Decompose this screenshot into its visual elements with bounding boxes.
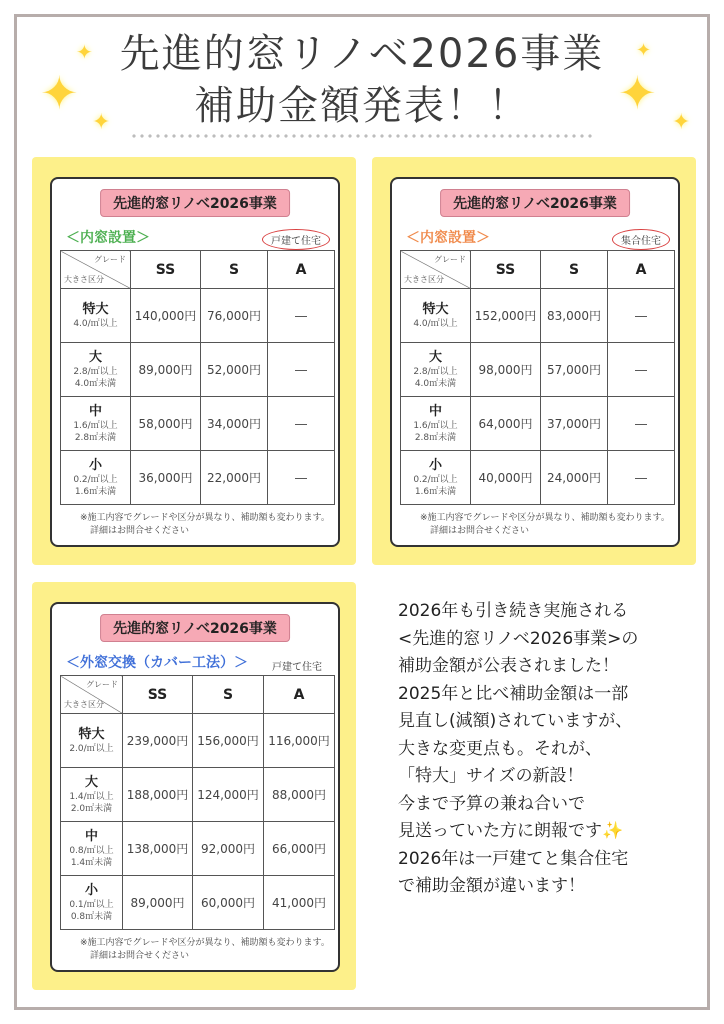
description-line: 「特大」サイズの新設！ — [398, 766, 584, 786]
price-cell: ― — [608, 289, 675, 343]
table-corner-cell — [61, 251, 131, 289]
size-range: 0.2/㎡以上 — [73, 474, 118, 485]
table-row — [61, 822, 335, 876]
size-range: 1.4㎡未満 — [70, 857, 113, 868]
subsidy-table — [400, 250, 675, 505]
description-line: で補助金額が違います！ — [398, 876, 585, 896]
size-cell — [61, 343, 131, 397]
housing-type-badge: 戸建て住宅 — [272, 662, 322, 673]
price-cell: 124,000円 — [193, 768, 264, 822]
size-range: 1.6㎡未満 — [414, 486, 457, 497]
size-label: 大 — [88, 349, 102, 365]
table-row — [61, 397, 335, 451]
size-cell — [401, 397, 471, 451]
size-label: 小 — [428, 457, 442, 473]
size-label: 大 — [84, 774, 98, 790]
price-cell: 36,000円 — [131, 451, 201, 505]
title-line-2: 補助金額発表！！ — [194, 83, 530, 129]
price-cell: 24,000円 — [541, 451, 608, 505]
grade-header-a: A — [264, 676, 335, 714]
table-row — [61, 289, 335, 343]
price-cell: 40,000円 — [471, 451, 541, 505]
footnote-detail: 詳細はお問合せください — [90, 951, 190, 961]
table-row — [401, 289, 675, 343]
description-line: 2026年も引き続き実施される — [398, 601, 629, 621]
dotted-divider — [130, 134, 594, 138]
size-range: 1.4/㎡以上 — [69, 791, 114, 802]
size-range: 4.0/㎡以上 — [73, 318, 118, 329]
table-row — [401, 397, 675, 451]
title-line-1: 先進的窓リノベ2026事業 — [119, 31, 605, 77]
size-label: 小 — [84, 882, 98, 898]
description-line: 見直し(減額)されていますが、 — [398, 711, 633, 731]
grade-header-a: A — [268, 251, 335, 289]
price-cell: 140,000円 — [131, 289, 201, 343]
description-line: <先進的窓リノベ2026事業>の — [398, 628, 639, 649]
description-line: 大きな変更点も。それが、 — [398, 738, 602, 759]
table-row — [61, 876, 335, 930]
size-label: 中 — [84, 828, 98, 844]
sparkle-icon: ✦ — [636, 40, 652, 61]
card-title: 先進的窓リノベ2026事業 — [100, 614, 290, 642]
grade-header-s: S — [541, 251, 608, 289]
price-cell: 66,000円 — [264, 822, 335, 876]
price-cell: 58,000円 — [131, 397, 201, 451]
size-range: 1.6/㎡以上 — [73, 420, 118, 431]
price-cell: 98,000円 — [471, 343, 541, 397]
description-line: 補助金額が公表されました！ — [398, 656, 619, 676]
corner-size-label: 大きさ区分 — [64, 700, 104, 709]
size-cell — [401, 451, 471, 505]
table-row — [61, 451, 335, 505]
price-cell: 64,000円 — [471, 397, 541, 451]
price-cell: 156,000円 — [193, 714, 264, 768]
price-cell: 116,000円 — [264, 714, 335, 768]
table-row — [61, 714, 335, 768]
price-cell: 83,000円 — [541, 289, 608, 343]
footnote-detail: 詳細はお問合せください — [90, 526, 190, 536]
sparkle-icon: ✦ — [618, 66, 657, 120]
size-range: 1.6㎡未満 — [74, 486, 117, 497]
card-subtitle: ＜内窓設置＞ — [406, 230, 490, 246]
price-cell: 152,000円 — [471, 289, 541, 343]
table-row — [401, 451, 675, 505]
size-label: 大 — [428, 349, 442, 365]
size-cell — [61, 397, 131, 451]
subsidy-table — [60, 675, 335, 930]
housing-type-badge: 集合住宅 — [612, 229, 670, 250]
grade-header-ss: SS — [471, 251, 541, 289]
price-cell: 60,000円 — [193, 876, 264, 930]
corner-grade-label: グレード — [86, 680, 118, 689]
table-corner-cell — [61, 676, 123, 714]
price-cell: 89,000円 — [123, 876, 193, 930]
footnote: ※施工内容でグレードや区分が異なり、補助額も変わります。 — [80, 513, 330, 523]
size-label: 特大 — [78, 726, 105, 742]
card-inner-window-apartment — [390, 177, 680, 547]
size-label: 特大 — [82, 301, 109, 317]
price-cell: ― — [268, 343, 335, 397]
price-cell: 52,000円 — [201, 343, 268, 397]
housing-type-badge: 戸建て住宅 — [262, 229, 330, 250]
size-range: 2.8㎡未満 — [414, 432, 457, 443]
sparkle-icon: ✦ — [76, 40, 93, 64]
size-range: 2.0㎡未満 — [70, 803, 113, 814]
price-cell: ― — [268, 451, 335, 505]
subsidy-table — [60, 250, 335, 505]
corner-grade-label: グレード — [434, 255, 466, 264]
price-cell: ― — [608, 451, 675, 505]
card-inner-window-detached — [50, 177, 340, 547]
size-range: 0.1/㎡以上 — [69, 899, 114, 910]
price-cell: 88,000円 — [264, 768, 335, 822]
size-range: 4.0/㎡以上 — [413, 318, 458, 329]
price-cell: 76,000円 — [201, 289, 268, 343]
size-cell — [61, 876, 123, 930]
price-cell: 92,000円 — [193, 822, 264, 876]
card-title: 先進的窓リノベ2026事業 — [100, 189, 290, 217]
size-label: 中 — [88, 403, 102, 419]
price-cell: 89,000円 — [131, 343, 201, 397]
price-cell: 57,000円 — [541, 343, 608, 397]
size-cell — [61, 768, 123, 822]
size-range: 4.0㎡未満 — [414, 378, 457, 389]
description-text — [398, 598, 698, 901]
size-label: 小 — [88, 457, 102, 473]
price-cell: ― — [608, 397, 675, 451]
corner-grade-label: グレード — [94, 255, 126, 264]
price-cell: 239,000円 — [123, 714, 193, 768]
size-range: 0.2/㎡以上 — [413, 474, 458, 485]
grade-header-s: S — [193, 676, 264, 714]
price-cell: ― — [608, 343, 675, 397]
page-title — [0, 28, 724, 135]
sparkle-icon: ✦ — [672, 110, 691, 135]
footnote-detail: 詳細はお問合せください — [430, 526, 530, 536]
sparkle-icon: ✦ — [92, 110, 111, 135]
size-label: 中 — [428, 403, 442, 419]
size-cell — [61, 714, 123, 768]
price-cell: 41,000円 — [264, 876, 335, 930]
grade-header-ss: SS — [131, 251, 201, 289]
size-label: 特大 — [422, 301, 449, 317]
grade-header-a: A — [608, 251, 675, 289]
corner-size-label: 大きさ区分 — [404, 275, 444, 284]
grade-header-s: S — [201, 251, 268, 289]
price-cell: ― — [268, 289, 335, 343]
price-cell: 34,000円 — [201, 397, 268, 451]
grade-header-ss: SS — [123, 676, 193, 714]
size-range: 2.8/㎡以上 — [73, 366, 118, 377]
size-range: 4.0㎡未満 — [74, 378, 117, 389]
price-cell: ― — [268, 397, 335, 451]
price-cell: 188,000円 — [123, 768, 193, 822]
size-cell — [61, 451, 131, 505]
card-outer-window-detached — [50, 602, 340, 972]
footnote: ※施工内容でグレードや区分が異なり、補助額も変わります。 — [80, 938, 330, 948]
card-title: 先進的窓リノベ2026事業 — [440, 189, 630, 217]
size-range: 0.8㎡未満 — [70, 911, 113, 922]
description-line: 今まで予算の兼ね合いで — [398, 793, 585, 814]
table-corner-cell — [401, 251, 471, 289]
size-range: 2.0/㎡以上 — [69, 743, 114, 754]
table-row — [61, 768, 335, 822]
size-cell — [401, 343, 471, 397]
card-subtitle: ＜内窓設置＞ — [66, 230, 150, 246]
price-cell: 138,000円 — [123, 822, 193, 876]
card-subtitle: ＜外窓交換（カバー工法）＞ — [66, 655, 248, 671]
footnote: ※施工内容でグレードや区分が異なり、補助額も変わります。 — [420, 513, 670, 523]
size-cell — [401, 289, 471, 343]
table-row — [401, 343, 675, 397]
description-line: 見送っていた方に朗報です✨ — [398, 821, 624, 841]
size-range: 2.8㎡未満 — [74, 432, 117, 443]
size-cell — [61, 289, 131, 343]
corner-size-label: 大きさ区分 — [64, 275, 104, 284]
price-cell: 22,000円 — [201, 451, 268, 505]
sparkle-icon: ✦ — [40, 66, 79, 120]
size-range: 1.6/㎡以上 — [413, 420, 458, 431]
description-line: 2025年と比べ補助金額は一部 — [398, 683, 629, 704]
table-row — [61, 343, 335, 397]
description-line: 2026年は一戸建てと集合住宅 — [398, 848, 629, 869]
size-range: 0.8/㎡以上 — [69, 845, 114, 856]
size-range: 2.8/㎡以上 — [413, 366, 458, 377]
size-cell — [61, 822, 123, 876]
price-cell: 37,000円 — [541, 397, 608, 451]
